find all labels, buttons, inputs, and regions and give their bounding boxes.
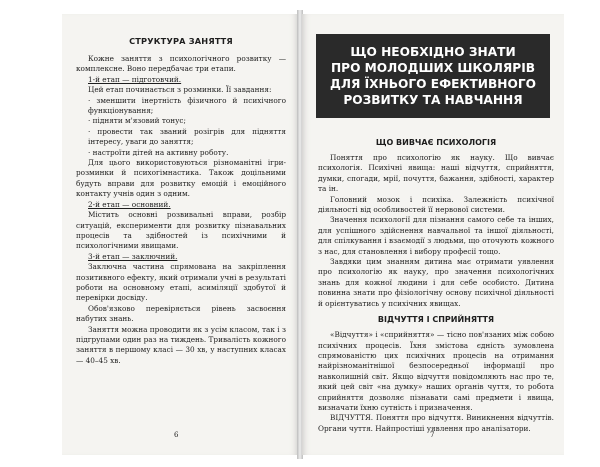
paragraph: Для цього використовуються різноманітні ігри-розминки й психогімнастика. Також доцільними будуть вправи для розвитку емоцій і емоційного контакту учнів один з одним. xyxy=(76,158,286,199)
bullet-item: · провести так званий розігрів для підняття інтересу, уваги до заняття; xyxy=(88,126,286,147)
paragraph: Завдяки цим знанням дитина має отримати уявлення про психологію як науку, про значення психологічних знань для кожної людини і для себе особисто. Дитина повинна знати про фізіологічну основу психічної діяльності й орієнтуватись у психічних явищах. xyxy=(318,257,554,308)
left-page xyxy=(62,14,298,455)
intro-paragraph: Кожне заняття з психологічного розвитку — комплексне. Воно передбачає три етапи. xyxy=(76,54,286,74)
paragraph: Заняття можна проводити як з усім класом, так і з підгрупами один раз на тиждень. Тривалість кожного заняття в першому класі — 30 хв, у наступних класах — 40–45 хв. xyxy=(76,324,286,365)
bullet-item: · підняти м'язовий тонус; xyxy=(88,116,186,126)
bullet-item: · настроїти дітей на активну роботу. xyxy=(88,147,229,157)
subheading: ЩО ВИВЧАЄ ПСИХОЛОГІЯ xyxy=(375,138,497,147)
stage2-text: Містить основні розвивальні вправи, розбір ситуацій, експерименти для розвитку пізнавальних процесів та здібностей із психічними й психологічними явищами. xyxy=(76,210,286,251)
paragraph: Поняття про психологію як науку. Що вивчає психологія. Психічні явища: наші відчуття, сприйняття, думки, спогади, мрії, почуття, бажання, здібності, характер та ін. xyxy=(318,153,554,194)
stage3-text: Заключна частина спрямована на закріплення позитивного ефекту, який отримали учні в результаті роботи на основному етапі, асиміляції здобутої й перевірки досвіду. xyxy=(76,262,286,303)
paragraph: Головний мозок і психіка. Залежність психічної діяльності від особливостей її нервової системи. xyxy=(318,194,554,215)
paragraph: ВІДЧУТТЯ. Поняття про відчуття. Виникнення відчуттів. Органи чуття. Найпростіші уявлення про аналізатори. xyxy=(318,413,554,433)
right-page-content xyxy=(318,132,554,434)
paragraph: «Відчуття» і «сприйняття» — тісно пов'язаних між собою психічних процесів. Їхня змістова єдність зумовлена спрямованістю цих психічних процесів на отримання найрізноманітнішої безпосередньої інформації про навколишній світ. Якщо відчуття повідомляють нас про те, який цей світ «на думку» наших органів чуття, то робота сприйняття дозволяє пізнавати самі предмети і явища, визначати їхню сутність і призначення. xyxy=(318,330,554,412)
left-page-content xyxy=(76,36,286,366)
page-number: 6 xyxy=(174,431,179,439)
paragraph: Значення психології для пізнання самого себе та інших, для успішного здійснення навчальної та іншої діяльності, для спілкування і взаємодії з людьми, що оточують кожного з нас, для становлення і вибору професії тощо. xyxy=(318,215,554,256)
stage3-label: 3-й етап — заключний. xyxy=(88,251,178,261)
subheading: ВІДЧУТТЯ І СПРИЙНЯТТЯ xyxy=(377,315,495,325)
stage2-label: 2-й етап — основний. xyxy=(88,199,171,209)
section-title: СТРУКТУРА ЗАНЯТТЯ xyxy=(129,36,233,46)
chapter-banner xyxy=(316,34,550,118)
paragraph: Обов'язково перевіряється рівень засвоєння набутих знань. xyxy=(76,303,286,324)
right-page xyxy=(302,14,564,455)
stage1-text: Цей етап починається з розминки. Її завдання: xyxy=(88,85,272,95)
bullet-item: · зменшити інертність фізичного й психічного функціонування; xyxy=(88,95,286,116)
chapter-title: ЩО НЕОБХІДНО ЗНАТИ ПРО МОЛОДШИХ ШКОЛЯРІВ ДЛЯ ЇХНЬОГО ЕФЕКТИВНОГО РОЗВИТКУ ТА НАВЧАННЯ xyxy=(330,45,536,107)
stage1-label: 1-й етап — підготовчий. xyxy=(88,74,182,84)
page-number: 7 xyxy=(430,431,435,439)
